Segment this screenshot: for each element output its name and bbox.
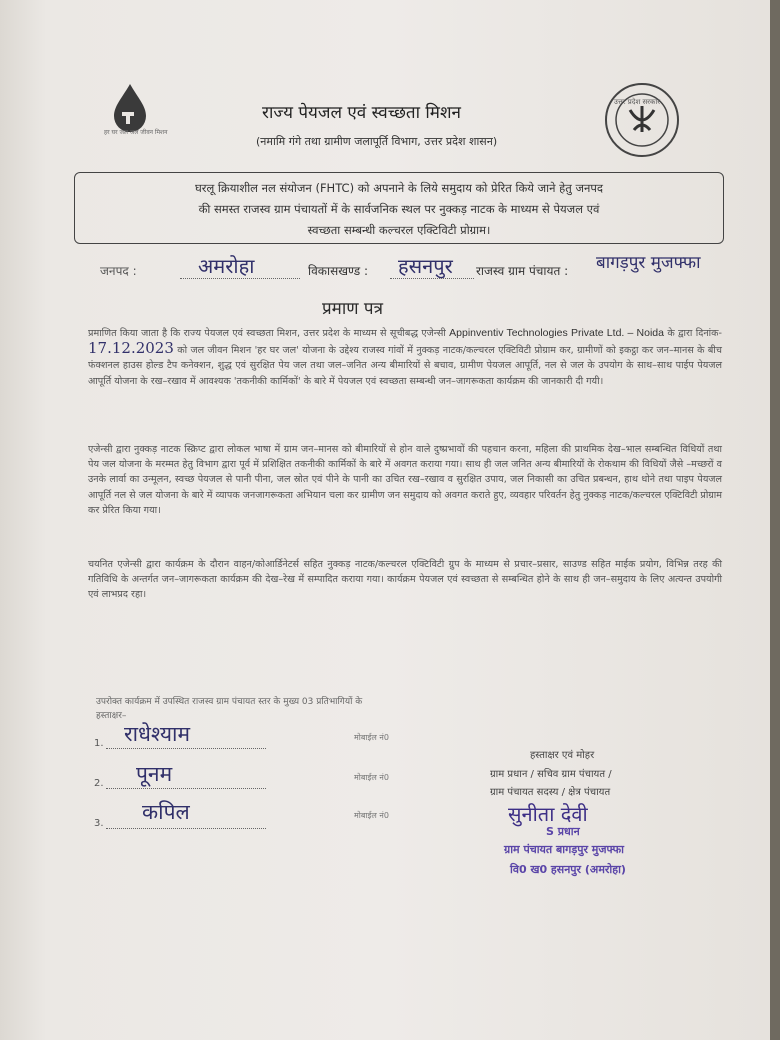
p1-body: को जल जीवन मिशन 'हर घर जल' योजना के उद्देश्य राजस्व गांवों में नुक्कड़ नाटक/कल्चरल एक्टिविटी प्रोग्राम कर, ग्रामीणों को इकट्ठा कर जन–मानस के बीच फंक्शनल हाउस होल्ड टैप कनेक्शन, शुद्ध एवं सुरक्षित पेय जल तथा जल–जनित अन्य बीमारियों से बचाव, ग्रामीण पेयजल आपूर्ति, नल से जल के उपयोग के साथ–साथ पाईप पेयजल आपूर्ति योजना के रख–रखाव में आवश्यक 'तकनीकी कार्मिकों' के बारे में पेयजल एवं स्वच्छता सम्बन्धी जन–जागरूकता कार्यक्रम की जानकारी दी गयी। [88,345,722,387]
program-description-box [74,172,724,244]
certificate-paragraph-3: चयनित एजेन्सी द्वारा कार्यक्रम के दौरान वाहन/कोआर्डिनेटर्स सहित नुक्कड़ नाटक/कल्चरल एक्टिविटी ग्रुप के माध्यम से प्रचार–प्रसार, साउण्ड सहित माईक प्रयोग, विभिन्न तरह की गतिविधि के अन्तर्गत जन–जागरूकता कार्यक्रम की देख–रेख में सम्पादित कराया गया। कार्यक्रम पेयजल एवं स्वच्छता से सम्बन्धित होने के साथ ही जन–समुदाय के लिए अत्यन्त उपयोगी एवं लाभप्रद रहा। [88,559,722,601]
certificate-title: प्रमाण पत्र [322,299,383,319]
district-label: जनपद : [100,264,137,278]
district-underline [180,278,300,279]
certificate-paragraph-2: एजेन्सी द्वारा नुक्कड़ नाटक स्क्रिप्ट द्वारा लोकल भाषा में ग्राम जन–मानस को बीमारियों से होन वाले दुष्प्रभावों की पहचान करना, महिला की प्राथमिक देख–भाल सम्बन्धित विधियों तथा पेय जल योजना के मरम्मत हेतु विभाग द्वारा पूर्व में प्रशिक्षित तकनीकी कार्मिकों के बारे में अवगत कराया गया। साथ ही जल जनित अन्य बीमारियों के रोकथाम की विधियों जैसे –मच्छरों व उनके लार्वा का उन्मूलन, स्वच्छ पेयजल से पानी पीना, जल स्रोत एवं पीने के पानी का उचित रख–रखाव व सुरक्षित उपाय, जल निकासी का उचित प्रबन्धन, हाथ धोने तथा पाइप पेयजल आपूर्ति नल से जल योजना के बारे में व्यापक जनजागरूकता अभियान चला कर ग्रामीण जन समुदाय को अवगत कराते हुए, व्यवहार परिवर्तन हेतु नुक्कड़ नाटक/कल्चरल एक्टिविटी प्रोग्राम कर प्रेरित किया गया। [88,444,723,516]
mobile-number-label: मोबाईल नं0 [354,733,389,742]
p1-date-prefix: के द्वारा दिनांक- [667,328,722,339]
block-label: विकासखण्ड : [308,264,369,278]
program-line-1: घरलू क्रियाशील नल संयोजन (FHTC) को अपनाने के लिये समुदाय को प्रेरित किये जाने हेतु जनपद [194,181,604,195]
page-edge-shadow [770,0,780,1040]
stamp-panchayat: ग्राम पंचायत बागड़पुर मुजफ्फा [504,843,624,856]
emblem-icon [602,80,682,160]
block-value: हसनपुर [398,254,453,278]
participant-signature: कपिल [142,800,190,824]
p1-intro: प्रमाणित किया जाता है कि राज्य पेयजल एवं स्वच्छता मिशन, उत्तर प्रदेश के माध्यम से सूचीबद्ध एजेन्सी [88,328,446,339]
program-date: 17.12.2023 [88,339,174,358]
participants-intro-2: हस्ताक्षर– [96,711,127,721]
signature-line [106,748,266,749]
stamp-block-district: वि0 ख0 हसनपुर (अमरोहा) [510,863,626,876]
pradhan-signature: सुनीता देवी [508,802,588,826]
sign-block-roles-2: ग्राम पंचायत सदस्य / क्षेत्र पंचायत [490,787,611,798]
panchayat-value: बागड़पुर मुजफ्फा [596,253,701,273]
mission-subtitle: (नमामि गंगे तथा ग्रामीण जलापूर्ति विभाग, उत्तर प्रदेश शासन) [256,135,498,148]
up-government-emblem [602,80,682,160]
stamp-title: S प्रधान [546,825,580,838]
block-underline [390,278,474,279]
participant-signature: पूनम [136,762,173,786]
signature-line [106,828,266,829]
certificate-paragraph-1 [88,326,722,389]
panchayat-label: राजस्व ग्राम पंचायत : [476,264,569,278]
program-line-3: स्वच्छता सम्बन्धी कल्चरल एक्टिविटी प्रोग्राम। [307,223,491,237]
agency-name: Appinventiv Technologies Private Ltd. – Noida [449,327,664,339]
program-line-2: की समस्त राजस्व ग्राम पंचायतों में के सार्वजनिक स्थल पर नुक्कड़ नाटक के माध्यम से पेयजल एवं [198,202,600,216]
mobile-number-label: मोबाईल नं0 [354,811,389,820]
mobile-number-label: मोबाईल नं0 [354,773,389,782]
mission-title: राज्य पेयजल एवं स्वच्छता मिशन [262,103,461,123]
participant-number: 3. [94,818,104,829]
district-value: अमरोहा [198,254,255,278]
right-logo-caption: उत्तर प्रदेश सरकार [614,98,661,106]
sign-block-heading: हस्ताक्षर एवं मोहर [530,750,595,761]
participants-intro: उपरोक्त कार्यक्रम में उपस्थित राजस्व ग्राम पंचायत स्तर के मुख्य 03 प्रतिभागियों के [96,697,363,707]
signature-line [106,788,266,789]
sign-block-roles-1: ग्राम प्रधान / सचिव ग्राम पंचायत / [490,769,612,780]
participant-number: 2. [94,778,104,789]
left-logo-caption: हर घर जल जल जीवन मिशन [104,129,168,136]
participant-number: 1. [94,738,104,749]
participant-signature: राधेश्याम [124,722,191,746]
